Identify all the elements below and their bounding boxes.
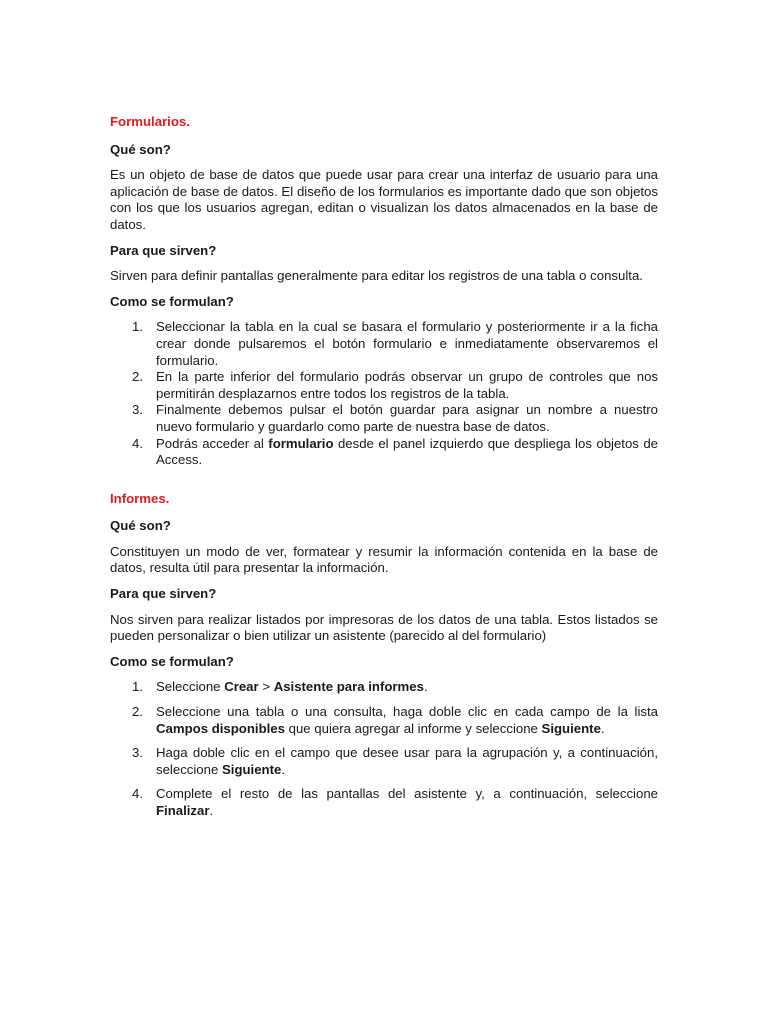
list-number: 4. <box>132 435 143 451</box>
list-item-bold: Siguiente <box>221 761 282 777</box>
list-item-text: Haga doble clic en el campo que desee usar para la agrupación y, a continuación, seleccione <box>156 745 658 777</box>
list-item-text: Seleccione <box>156 679 225 695</box>
list-item-bold: formulario <box>268 435 334 451</box>
formularios-como-heading: Como se formulan? <box>110 293 234 309</box>
informes-steps-list <box>110 679 658 819</box>
formularios-para-que-heading: Para que sirven? <box>110 242 217 258</box>
document-page <box>110 114 658 830</box>
informes-que-son-text: Constituyen un modo de ver, formatear y resumir la información contenida en la base de datos, resulta útil para presentar la información. <box>110 543 658 576</box>
list-item-text: Complete el resto de las pantallas del asistente y, a continuación, seleccione <box>156 786 658 802</box>
list-item-bold: Asistente para informes <box>273 679 424 695</box>
list-item-text: En la parte inferior del formulario podrás observar un grupo de controles que nos permitirán desplazarnos entre todos los registros de la tabla. <box>156 369 658 401</box>
list-item <box>110 369 658 402</box>
list-item-text: Finalmente debemos pulsar el botón guardar para asignar un nombre a nuestro nuevo formulario y guardarlo como parte de nuestra base de datos. <box>156 402 658 434</box>
list-item-text: . <box>209 803 214 818</box>
list-item-text: Seleccione una tabla o una consulta, haga doble clic en cada campo de la lista <box>156 704 658 720</box>
informes-que-son-heading: Qué son? <box>110 518 171 534</box>
list-item <box>110 436 658 469</box>
list-item <box>110 319 658 369</box>
list-item-bold: Siguiente <box>541 720 601 736</box>
list-item-text: . <box>281 761 286 777</box>
list-number: 1. <box>132 679 143 695</box>
informes-para-que-text: Nos sirven para realizar listados por impresoras de los datos de una tabla. Estos listados se pueden personalizar o bien utilizar un asistente (parecido al del formulario) <box>110 611 658 644</box>
informes-para-que-heading: Para que sirven? <box>110 586 217 602</box>
formularios-que-son-text: Es un objeto de base de datos que puede usar para crear una interfaz de usuario para una aplicación de base de datos. El diseño de los formularios es importante dado que son objetos con los que los usuarios agregan, editan o visualizan los datos almacenados en la base de datos. <box>110 167 658 232</box>
list-item-bold: Finalizar <box>156 803 210 818</box>
formularios-steps-list <box>110 319 658 468</box>
list-item-text-before: Podrás acceder al <box>156 435 269 451</box>
list-item-bold: Campos disponibles <box>156 720 285 736</box>
list-number: 2. <box>132 369 143 385</box>
formularios-para-que-text: Sirven para definir pantallas generalmente para editar los registros de una tabla o consulta. <box>110 268 643 284</box>
list-item <box>110 786 658 819</box>
list-item <box>110 679 658 696</box>
informes-section <box>110 491 658 820</box>
list-number: 1. <box>132 319 143 335</box>
informes-como-heading: Como se formulan? <box>110 653 234 669</box>
list-item-text: que quiera agregar al informe y seleccione <box>284 720 542 736</box>
list-item-text: . <box>423 679 428 695</box>
list-item-text: . <box>600 720 605 736</box>
formularios-que-son-heading: Qué son? <box>110 141 171 157</box>
list-item <box>110 704 658 737</box>
list-number: 3. <box>132 402 143 418</box>
list-number: 3. <box>132 745 143 761</box>
list-number: 4. <box>132 786 143 802</box>
list-item-text: > <box>258 679 274 695</box>
list-item <box>110 402 658 435</box>
list-number: 2. <box>132 704 143 720</box>
formularios-title: Formularios. <box>110 114 190 129</box>
informes-title: Informes. <box>110 490 170 506</box>
list-item-text-after: desde el panel izquierdo que despliega los objetos de Access. <box>156 435 658 468</box>
list-item-bold: Crear <box>224 679 259 695</box>
list-item-text: Seleccionar la tabla en la cual se basara el formulario y posteriormente ir a la ficha crear donde pulsaremos el botón formulario e inmediatamente observaremos el formulario. <box>156 319 658 368</box>
list-item <box>110 745 658 778</box>
